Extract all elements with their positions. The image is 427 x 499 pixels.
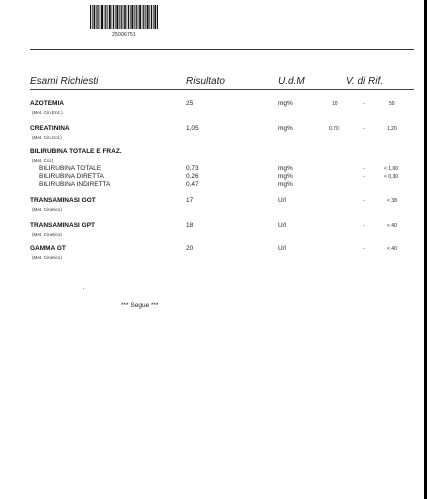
subexam-result: 0,47	[186, 181, 199, 188]
exam-result: 1,05	[186, 125, 199, 132]
header-result: Risultato	[186, 76, 225, 87]
exam-method: (Met. Cin.Enz.)	[32, 110, 63, 115]
subexam-result: 0,26	[186, 173, 199, 180]
header-exams: Esami Richiesti	[30, 76, 99, 87]
exam-ref-separator: -	[363, 223, 365, 229]
subexam-unit: mg%	[278, 181, 293, 188]
exam-method: (Met. Col.)	[32, 158, 54, 163]
exam-unit: mg%	[278, 100, 293, 107]
exam-method: (Met. Cin.Col.)	[32, 135, 62, 140]
exam-ref-high: 1,20	[387, 126, 397, 132]
exam-result: 17	[186, 197, 194, 204]
barcode-number: 25006751	[112, 32, 136, 38]
subexam-unit: mg%	[278, 173, 293, 180]
exam-result: 20	[186, 245, 194, 252]
exam-name: BILIRUBINA TOTALE E FRAZ.	[30, 148, 122, 155]
exam-ref-low: 0,70	[329, 126, 339, 132]
exam-ref-separator: -	[363, 246, 365, 252]
subexam-ref-high: < 0,30	[384, 174, 399, 180]
exam-name: AZOTEMIA	[30, 100, 64, 107]
header-divider	[30, 89, 414, 90]
top-divider	[30, 49, 414, 50]
barcode-icon	[90, 5, 158, 29]
exam-name: TRANSAMINASI GOT	[30, 197, 96, 204]
exam-method: (Met. Cinetico)	[32, 255, 62, 260]
exam-unit: U/l	[278, 222, 286, 229]
exam-method: (Met. Cinetico)	[32, 207, 62, 212]
exam-unit: U/l	[278, 245, 286, 252]
exam-ref-high: 50	[389, 101, 395, 107]
exam-result: 25	[186, 100, 194, 107]
exam-name: GAMMA GT	[30, 245, 66, 252]
exam-unit: mg%	[278, 125, 293, 132]
exam-ref-separator: -	[363, 198, 365, 204]
continue-marker: *** Segue ***	[121, 302, 159, 309]
subexam-unit: mg%	[278, 165, 293, 172]
exam-ref-high: < 40	[387, 246, 397, 252]
subexam-ref-high: < 1,00	[384, 166, 399, 172]
subexam-ref-separator: -	[363, 174, 365, 180]
header-unit: U.d.M	[278, 76, 305, 87]
subexam-name: BILIRUBINA INDIRETTA	[39, 181, 111, 188]
exam-ref-separator: -	[363, 101, 365, 107]
exam-name: TRANSAMINASI GPT	[30, 222, 95, 229]
exam-method: (Met. Cinetico)	[32, 232, 62, 237]
exam-name: CREATININA	[30, 125, 70, 132]
subexam-name: BILIRUBINA DIRETTA	[39, 173, 104, 180]
exam-ref-separator: -	[363, 126, 365, 132]
exam-unit: U/l	[278, 197, 286, 204]
subexam-ref-separator: -	[363, 166, 365, 172]
exam-result: 18	[186, 222, 194, 229]
subexam-result: 0,73	[186, 165, 199, 172]
header-reference: V. di Rif.	[346, 76, 384, 87]
stray-mark	[83, 288, 84, 289]
exam-ref-high: < 38	[387, 198, 397, 204]
subexam-name: BILIRUBINA TOTALE	[39, 165, 102, 172]
exam-ref-low: 10	[332, 101, 338, 107]
exam-ref-high: < 40	[387, 223, 397, 229]
